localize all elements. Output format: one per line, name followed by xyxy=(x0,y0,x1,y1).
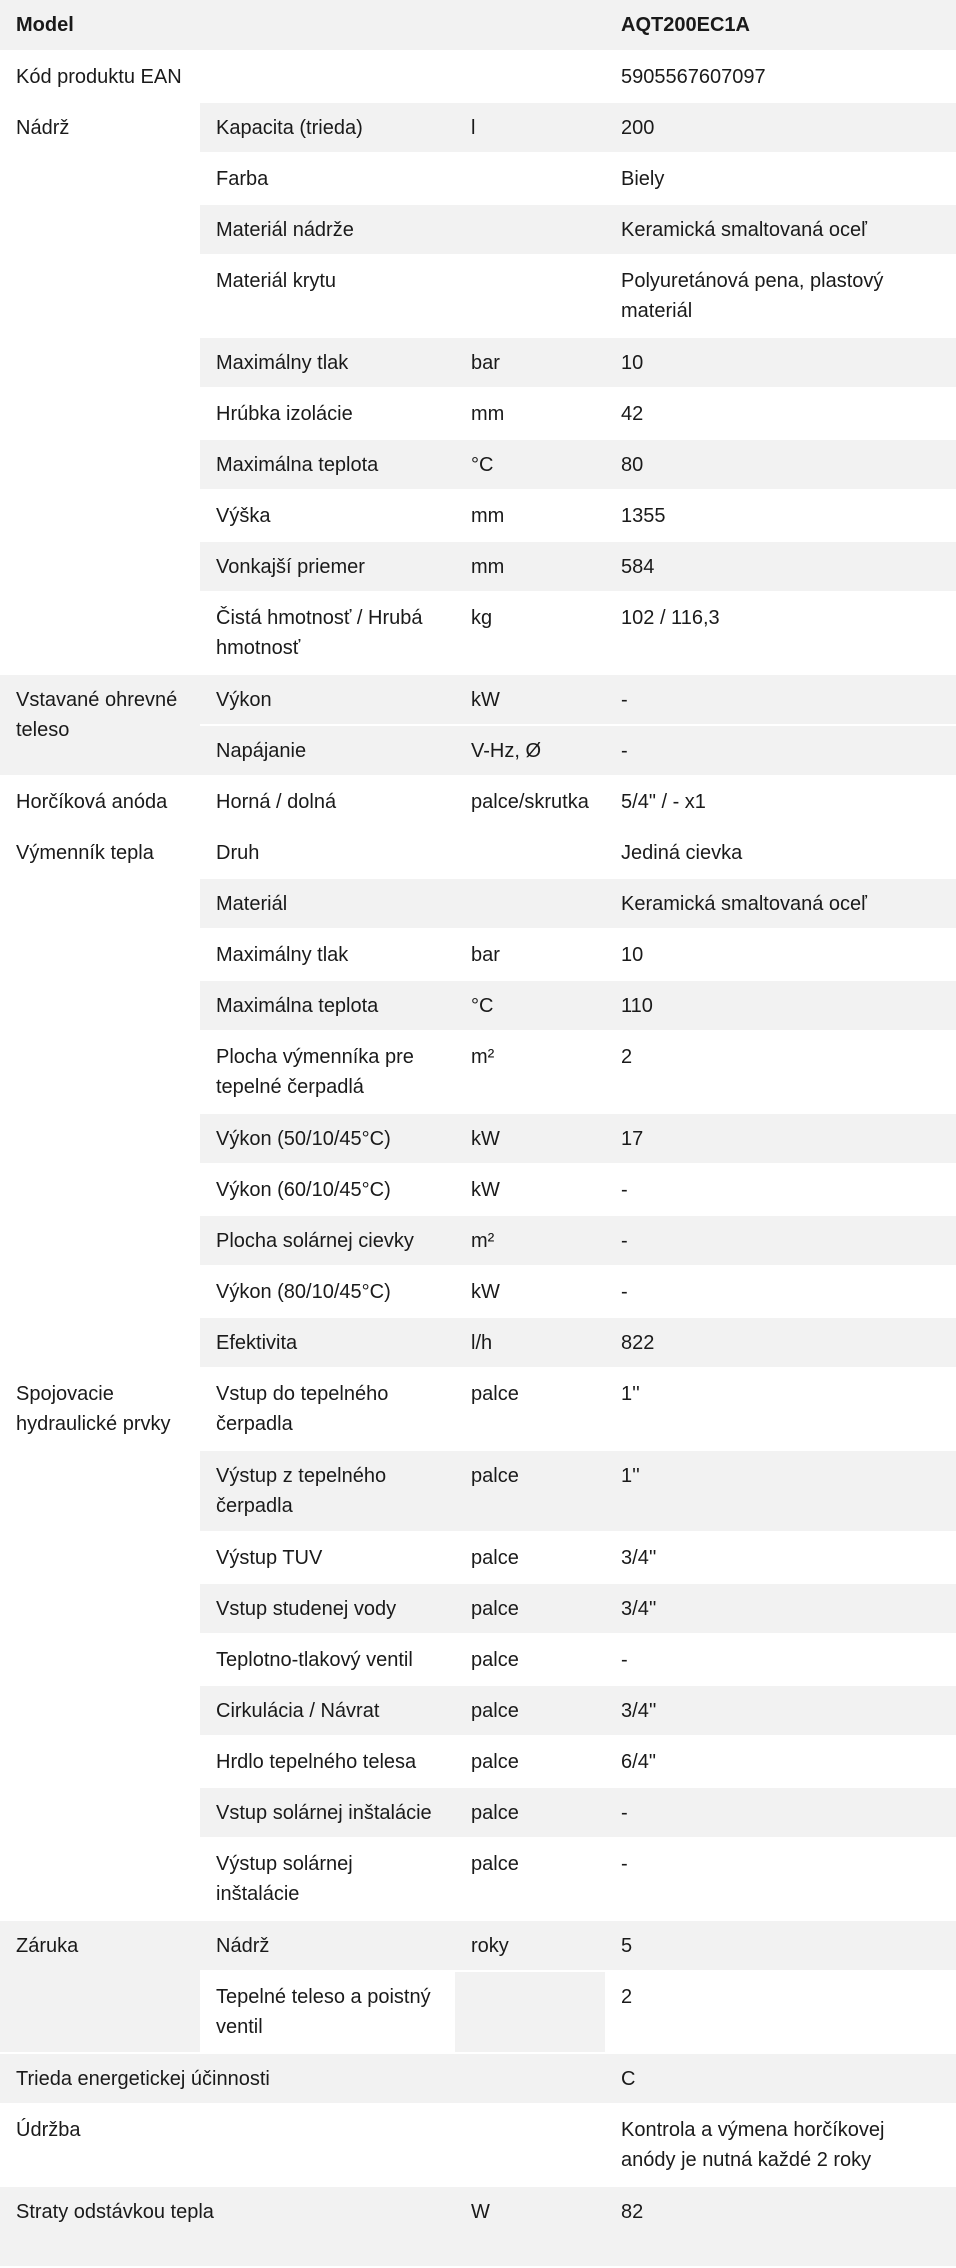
value-cell: - xyxy=(605,1266,956,1317)
param-cell: Tepelné teleso a poistný ventil xyxy=(200,1971,455,2053)
param-cell: Vstup studenej vody xyxy=(200,1583,455,1634)
unit-cell: palce xyxy=(455,1838,605,1920)
unit-cell xyxy=(455,1971,605,2053)
param-cell: Výstup TUV xyxy=(200,1532,455,1583)
value-cell: - xyxy=(605,1787,956,1838)
value-cell: Polyuretánová pena, plastový materiál xyxy=(605,255,956,337)
param-cell: Druh xyxy=(200,827,455,878)
value-cell: 10 xyxy=(605,929,956,980)
value-cell: Keramická smaltovaná oceľ xyxy=(605,204,956,255)
value-cell: 80 xyxy=(605,439,956,490)
model-label: Model xyxy=(0,0,605,51)
param-cell: Čistá hmotnosť / Hrubá hmotnosť xyxy=(200,592,455,674)
value-cell: 1'' xyxy=(605,1368,956,1450)
param-cell: Kapacita (trieda) xyxy=(200,102,455,153)
maintenance-value: Kontrola a výmena horčíkovej anódy je nutná každé 2 roky xyxy=(605,2104,956,2186)
param-cell: Maximálna teplota xyxy=(200,980,455,1031)
unit-cell: kW xyxy=(455,1113,605,1164)
param-cell: Hrúbka izolácie xyxy=(200,388,455,439)
value-cell: 5/4" / - x1 xyxy=(605,776,956,827)
model-value: AQT200EC1A xyxy=(605,0,956,51)
param-cell: Vonkajší priemer xyxy=(200,541,455,592)
unit-cell xyxy=(455,153,605,204)
value-cell: 1'' xyxy=(605,1450,956,1532)
row-anode xyxy=(0,776,956,827)
row-standby xyxy=(0,2186,956,2267)
row-heater-1 xyxy=(0,674,956,725)
standby-value: 82 xyxy=(605,2186,956,2267)
unit-cell: palce xyxy=(455,1532,605,1583)
unit-cell: palce xyxy=(455,1634,605,1685)
value-cell: 3/4'' xyxy=(605,1532,956,1583)
param-cell: Maximálny tlak xyxy=(200,337,455,388)
unit-cell: l/h xyxy=(455,1317,605,1368)
value-cell: 110 xyxy=(605,980,956,1031)
unit-cell: roky xyxy=(455,1920,605,1971)
value-cell: 584 xyxy=(605,541,956,592)
value-cell: 1355 xyxy=(605,490,956,541)
value-cell: Keramická smaltovaná oceľ xyxy=(605,878,956,929)
param-cell: Výkon (50/10/45°C) xyxy=(200,1113,455,1164)
row-energy xyxy=(0,2053,956,2104)
unit-cell xyxy=(455,255,605,337)
value-cell: 822 xyxy=(605,1317,956,1368)
value-cell: 102 / 116,3 xyxy=(605,592,956,674)
unit-cell: mm xyxy=(455,388,605,439)
unit-cell: m² xyxy=(455,1031,605,1113)
unit-cell xyxy=(455,878,605,929)
unit-cell: bar xyxy=(455,337,605,388)
param-cell: Cirkulácia / Návrat xyxy=(200,1685,455,1736)
param-cell: Výstup solárnej inštalácie xyxy=(200,1838,455,1920)
unit-cell: palce xyxy=(455,1583,605,1634)
unit-cell: bar xyxy=(455,929,605,980)
param-cell: Výška xyxy=(200,490,455,541)
ean-value: 5905567607097 xyxy=(605,51,956,102)
value-cell: - xyxy=(605,1215,956,1266)
param-cell: Nádrž xyxy=(200,1920,455,1971)
row-ean xyxy=(0,51,956,102)
param-cell: Vstup do tepelného čerpadla xyxy=(200,1368,455,1450)
category-anode: Horčíková anóda xyxy=(0,776,200,827)
param-cell: Výkon xyxy=(200,674,455,725)
row-model xyxy=(0,0,956,51)
energy-label: Trieda energetickej účinnosti xyxy=(0,2053,605,2104)
unit-cell: kW xyxy=(455,1266,605,1317)
param-cell: Plocha výmenníka pre tepelné čerpadlá xyxy=(200,1031,455,1113)
param-cell: Horná / dolná xyxy=(200,776,455,827)
row-hydraulic-1 xyxy=(0,1368,956,1450)
row-exchanger-1 xyxy=(0,827,956,878)
param-cell: Hrdlo tepelného telesa xyxy=(200,1736,455,1787)
value-cell: 6/4" xyxy=(605,1736,956,1787)
unit-cell: V-Hz, Ø xyxy=(455,725,605,776)
param-cell: Výkon (60/10/45°C) xyxy=(200,1164,455,1215)
unit-cell: l xyxy=(455,102,605,153)
param-cell: Teplotno-tlakový ventil xyxy=(200,1634,455,1685)
value-cell: Biely xyxy=(605,153,956,204)
unit-cell: °C xyxy=(455,439,605,490)
param-cell: Výkon (80/10/45°C) xyxy=(200,1266,455,1317)
category-exchanger: Výmenník tepla xyxy=(0,827,200,1368)
unit-cell: palce xyxy=(455,1450,605,1532)
value-cell: Jediná cievka xyxy=(605,827,956,878)
maintenance-label: Údržba xyxy=(0,2104,605,2186)
category-hydraulic: Spojovacie hydraulické prvky xyxy=(0,1368,200,1920)
param-cell: Plocha solárnej cievky xyxy=(200,1215,455,1266)
row-tank-1 xyxy=(0,102,956,153)
value-cell: - xyxy=(605,1164,956,1215)
value-cell: 17 xyxy=(605,1113,956,1164)
unit-cell: palce xyxy=(455,1368,605,1450)
category-warranty: Záruka xyxy=(0,1920,200,2053)
value-cell: - xyxy=(605,725,956,776)
unit-cell: mm xyxy=(455,541,605,592)
unit-cell: palce xyxy=(455,1787,605,1838)
value-cell: 42 xyxy=(605,388,956,439)
param-cell: Efektivita xyxy=(200,1317,455,1368)
value-cell: 5 xyxy=(605,1920,956,1971)
unit-cell: mm xyxy=(455,490,605,541)
unit-cell: palce xyxy=(455,1736,605,1787)
param-cell: Materiál xyxy=(200,878,455,929)
param-cell: Napájanie xyxy=(200,725,455,776)
param-cell: Materiál nádrže xyxy=(200,204,455,255)
category-tank: Nádrž xyxy=(0,102,200,674)
unit-cell: m² xyxy=(455,1215,605,1266)
row-maintenance xyxy=(0,2104,956,2186)
param-cell: Maximálny tlak xyxy=(200,929,455,980)
param-cell: Vstup solárnej inštalácie xyxy=(200,1787,455,1838)
unit-cell xyxy=(455,827,605,878)
value-cell: - xyxy=(605,674,956,725)
value-cell: 2 xyxy=(605,1971,956,2053)
value-cell: 3/4'' xyxy=(605,1583,956,1634)
unit-cell: palce xyxy=(455,1685,605,1736)
param-cell: Farba xyxy=(200,153,455,204)
row-warranty-1 xyxy=(0,1920,956,1971)
value-cell: 10 xyxy=(605,337,956,388)
unit-cell: palce/skrutka xyxy=(455,776,605,827)
value-cell: - xyxy=(605,1634,956,1685)
unit-cell xyxy=(455,204,605,255)
category-heater: Vstavané ohrevné teleso xyxy=(0,674,200,776)
energy-value: C xyxy=(605,2053,956,2104)
unit-cell: °C xyxy=(455,980,605,1031)
standby-unit: W xyxy=(455,2186,605,2267)
param-cell: Výstup z tepelného čerpadla xyxy=(200,1450,455,1532)
standby-label: Straty odstávkou tepla xyxy=(0,2186,455,2267)
unit-cell: kW xyxy=(455,1164,605,1215)
unit-cell: kW xyxy=(455,674,605,725)
param-cell: Maximálna teplota xyxy=(200,439,455,490)
value-cell: 2 xyxy=(605,1031,956,1113)
ean-label: Kód produktu EAN xyxy=(0,51,605,102)
value-cell: 200 xyxy=(605,102,956,153)
unit-cell: kg xyxy=(455,592,605,674)
param-cell: Materiál krytu xyxy=(200,255,455,337)
value-cell: 3/4'' xyxy=(605,1685,956,1736)
value-cell: - xyxy=(605,1838,956,1920)
